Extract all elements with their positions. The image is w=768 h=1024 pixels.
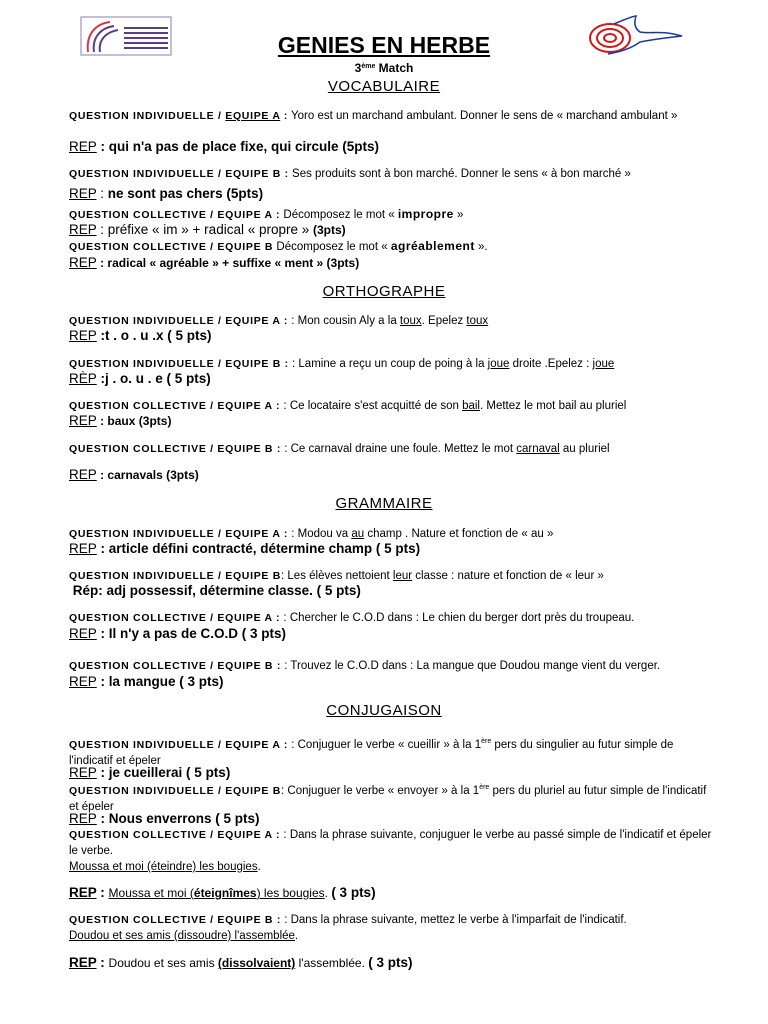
question-conj-1: QUESTION INDIVIDUELLE / EQUIPE A : : Conjuguer le verbe « cueillir » à la 1ère pers du singulier au futur simple de l'indicatif et épeler bbox=[69, 738, 674, 767]
answer-ortho-2: RÈP :j . o. u . e ( 5 pts) bbox=[69, 371, 211, 386]
question-gram-1: QUESTION INDIVIDUELLE / EQUIPE A : : Modou va au champ . Nature et fonction de « au » bbox=[69, 528, 554, 540]
answer-vocab-1: REP : qui n'a pas de place fixe, qui circule (5pts) bbox=[69, 139, 380, 154]
answer-conj-3: REP : Moussa et moi (éteignîmes) les bougies. ( 3 pts) bbox=[69, 885, 376, 900]
answer-conj-4: REP : Doudou et ses amis (dissolvaient) l'assemblée. ( 3 pts) bbox=[69, 955, 413, 970]
question-vocab-4: QUESTION COLLECTIVE / EQUIPE B Décomposez le mot « agréablement ». bbox=[69, 239, 488, 253]
answer-gram-2: Rép: adj possessif, détermine classe. ( 5 pts) bbox=[72, 583, 361, 598]
answer-gram-1: REP : article défini contracté, détermine champ ( 5 pts) bbox=[69, 541, 421, 556]
question-vocab-2: QUESTION INDIVIDUELLE / EQUIPE B : Ses produits sont à bon marché. Donner le sens « à bon marché » bbox=[69, 168, 631, 180]
section-vocabulaire: VOCABULAIRE bbox=[327, 78, 441, 95]
answer-gram-4: REP : la mangue ( 3 pts) bbox=[69, 674, 224, 689]
answer-vocab-3: REP : préfixe « im » + radical « propre » (3pts) bbox=[69, 222, 346, 237]
match-number: 3ème Match bbox=[354, 61, 414, 75]
answer-ortho-4: REP : carnavals (3pts) bbox=[69, 467, 199, 482]
section-orthographe: ORTHOGRAPHE bbox=[322, 283, 446, 300]
question-ortho-3: QUESTION COLLECTIVE / EQUIPE A : : Ce locataire s'est acquitté de son bail. Mettez le mot bail au pluriel bbox=[69, 400, 627, 412]
answer-vocab-4: REP : radical « agréable » + suffixe « ment » (3pts) bbox=[69, 255, 360, 270]
question-gram-3: QUESTION COLLECTIVE / EQUIPE A : : Chercher le C.O.D dans : Le chien du berger dort près du troupeau. bbox=[69, 612, 635, 624]
answer-ortho-3: REP : baux (3pts) bbox=[69, 413, 172, 428]
question-ortho-1: QUESTION INDIVIDUELLE / EQUIPE A : : Mon cousin Aly a la toux. Epelez toux bbox=[69, 315, 489, 327]
question-vocab-3: QUESTION COLLECTIVE / EQUIPE A : Décomposez le mot « impropre » bbox=[69, 207, 464, 221]
answer-vocab-2: REP : ne sont pas chers (5pts) bbox=[69, 186, 264, 201]
answer-ortho-1: REP :t . o . u .x ( 5 pts) bbox=[69, 328, 212, 343]
question-gram-2: QUESTION INDIVIDUELLE / EQUIPE B: Les élèves nettoient leur classe : nature et fonction de « leur » bbox=[69, 570, 604, 582]
section-conjugaison: CONJUGAISON bbox=[326, 702, 442, 719]
question-gram-4: QUESTION COLLECTIVE / EQUIPE B : : Trouvez le C.O.D dans : La mangue que Doudou mange vient du verger. bbox=[69, 660, 661, 672]
section-grammaire: GRAMMAIRE bbox=[335, 495, 433, 512]
question-ortho-4: QUESTION COLLECTIVE / EQUIPE B : : Ce carnaval draine une foule. Mettez le mot carnaval au pluriel bbox=[69, 443, 610, 455]
question-conj-4: QUESTION COLLECTIVE / EQUIPE B : : Dans la phrase suivante, mettez le verbe à l'imparfait de l'indicatif. Doudou et ses amis (dissoudre) l'assemblée. bbox=[69, 914, 627, 942]
answer-gram-3: REP : Il n'y a pas de C.O.D ( 3 pts) bbox=[69, 626, 287, 641]
answer-conj-2: REP : Nous enverrons ( 5 pts) bbox=[69, 811, 260, 826]
question-conj-3: QUESTION COLLECTIVE / EQUIPE A : : Dans la phrase suivante, conjuguer le verbe au passé simple de l'indicatif et épeler le verbe. Moussa et moi (éteindre) les bougies. bbox=[69, 829, 712, 873]
question-ortho-2: QUESTION INDIVIDUELLE / EQUIPE B : : Lamine a reçu un coup de poing à la joue droite .Epelez : joue bbox=[69, 358, 615, 370]
answer-conj-1: REP : je cueillerai ( 5 pts) bbox=[69, 765, 231, 780]
question-vocab-1: QUESTION INDIVIDUELLE / EQUIPE A : Yoro est un marchand ambulant. Donner le sens de « marchand ambulant » bbox=[69, 110, 678, 122]
page-title: GENIES EN HERBE bbox=[277, 32, 491, 58]
question-conj-2: QUESTION INDIVIDUELLE / EQUIPE B: Conjuguer le verbe « envoyer » à la 1ère pers du pluriel au futur simple de l'indicatif et épeler bbox=[69, 784, 707, 813]
